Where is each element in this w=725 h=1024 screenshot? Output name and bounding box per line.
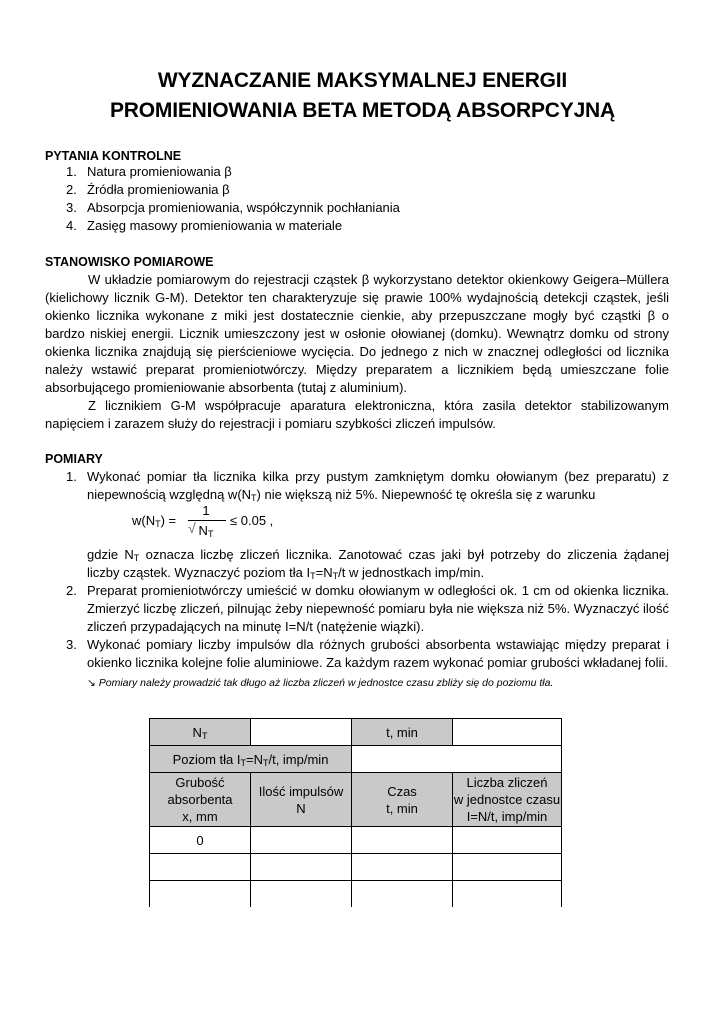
questions-list [45,163,400,235]
table-row [150,827,562,854]
setup-heading: STANOWISKO POMIAROWE [45,255,214,269]
list-item: 3. Absorpcja promieniowania, współczynnik pochłaniania [66,200,400,215]
sqrt-icon: √ [188,520,196,536]
list-item: 4. Zasięg masowy promieniowania w materiale [66,218,343,233]
table-row [150,719,562,746]
list-item: 2. Źródła promieniowania β [66,182,230,197]
table-row [150,881,562,908]
measurement-item-3: 3. Wykonać pomiary liczby impulsów dla różnych grubości absorbenta wstawiając między preparat i okienko licznika kolejne folie aluminiowe. Za każdym razem wykonać pomiar grubości wkładanej folii. [66,637,669,670]
setup-paragraph-2: Z licznikiem G-M współpracuje aparatura elektroniczna, która zasila detektor stabilizowanym napięciem i zarazem służy do rejestracji i pomiaru szybkości zliczeń impulsów. [45,398,669,431]
measurements-heading: POMIARY [45,452,103,466]
document-title [40,66,685,126]
results-table [149,718,562,907]
arrow-down-right-icon: ↘ [87,677,96,689]
measurement-item-2: 2. Preparat promieniotwórczy umieścić w domku ołowianym w odległości ok. 1 cm od okienka licznika. Zmierzyć liczbę zliczeń, pilnując żeby niepewność pomiaru była nie większa niż 5%. Wyznaczyć ilość zliczeń przypadających na minutę I=N/t (natężenie wiązki). [66,583,669,634]
formula-fraction: 1 √ $N_T$ [184,502,228,519]
header-thickness: Grubość absorbenta x, mm [150,773,251,827]
background-level-label-cell: Poziom tła $I_T=N_T/t$, imp/min [150,746,352,773]
title-line-1: WYZNACZANIE MAKSYMALNEJ ENERGII [157,69,568,92]
table-header-row [150,773,562,827]
count-rate-cell[interactable] [453,881,562,908]
title-line-2: PROMIENIOWANIA BETA METODĄ ABSORPCYJNĄ [110,99,615,122]
thickness-cell[interactable] [150,854,251,881]
background-level-value-cell[interactable] [352,746,562,773]
time-cell[interactable] [352,854,453,881]
nt-label-cell: $N_T$ [150,719,251,746]
measurements-list [45,468,669,692]
header-pulses: Ilość impulsów N [251,773,352,827]
table-row [150,746,562,773]
setup-paragraph-1: W układzie pomiarowym do rejestracji cząstek β wykorzystano detektor okienkowy Geigera–Müllera (kielichowy licznik G-M). Detektor ten charakteryzuje się prawie 100% wydajnością detekcji cząstek, jeśli okienko licznika wykonane z miki jest dostatecznie cienkie, aby przepuszczane mogły być cząstki β o bardzo niskiej energii. Licznik umieszczony jest w osłonie ołowianej (domku). Wewnątrz domku od strony okienka licznika znajdują się pierścieniowe wycięcia. Do jednego z nich w znacznej odległości od licznika należy wstawić preparat promieniotwórczy. Między preparatem a licznikiem będą umieszczane folie absorbującego promieniowanie absorbenta (tutaj z aluminium). [45,272,669,395]
t-value-cell[interactable] [453,719,562,746]
count-rate-cell[interactable] [453,827,562,854]
count-rate-cell[interactable] [453,854,562,881]
questions-heading: PYTANIA KONTROLNE [45,149,182,163]
pulses-cell[interactable] [251,881,352,908]
setup-text [45,271,669,433]
time-cell[interactable] [352,881,453,908]
header-time: Czas t, min [352,773,453,827]
list-item: 1. Natura promieniowania β [66,164,232,179]
pulses-cell[interactable] [251,827,352,854]
nt-value-cell[interactable] [251,719,352,746]
measurement-item-1: 1. Wykonać pomiar tła licznika kilka przy pustym zamkniętym domku ołowianym (bez preparatu) z niepewnością względną $w(N_T)$ nie większą niż 5%. Niepewność tę określa się z warunku $w(N_T)$ = 1 √ $N_T$ ≤ 0.05 , gdzie $N_T$ oznacza liczbę zliczeń licznika. Zanotować czas jaki był potrzeby do zliczenia żądanej liczby cząstek. Wyznaczyć poziom tła $I_T=N_T/t$ w jednostkach imp/min. [66,469,669,581]
time-cell[interactable] [352,827,453,854]
thickness-cell: 0 [150,827,251,854]
pulses-cell[interactable] [251,854,352,881]
uncertainty-formula: $w(N_T)$ = 1 √ $N_T$ ≤ 0.05 , [132,503,274,539]
thickness-cell[interactable] [150,881,251,908]
measurement-note: ↘ Pomiary należy prowadzić tak długo aż liczba zliczeń w jednostce czasu zbliży się do poziomu tła. [87,677,554,689]
header-count-rate: Liczba zliczeń w jednostce czasu I=N/t, imp/min [453,773,562,827]
table-row [150,854,562,881]
t-label-cell: t, min [352,719,453,746]
